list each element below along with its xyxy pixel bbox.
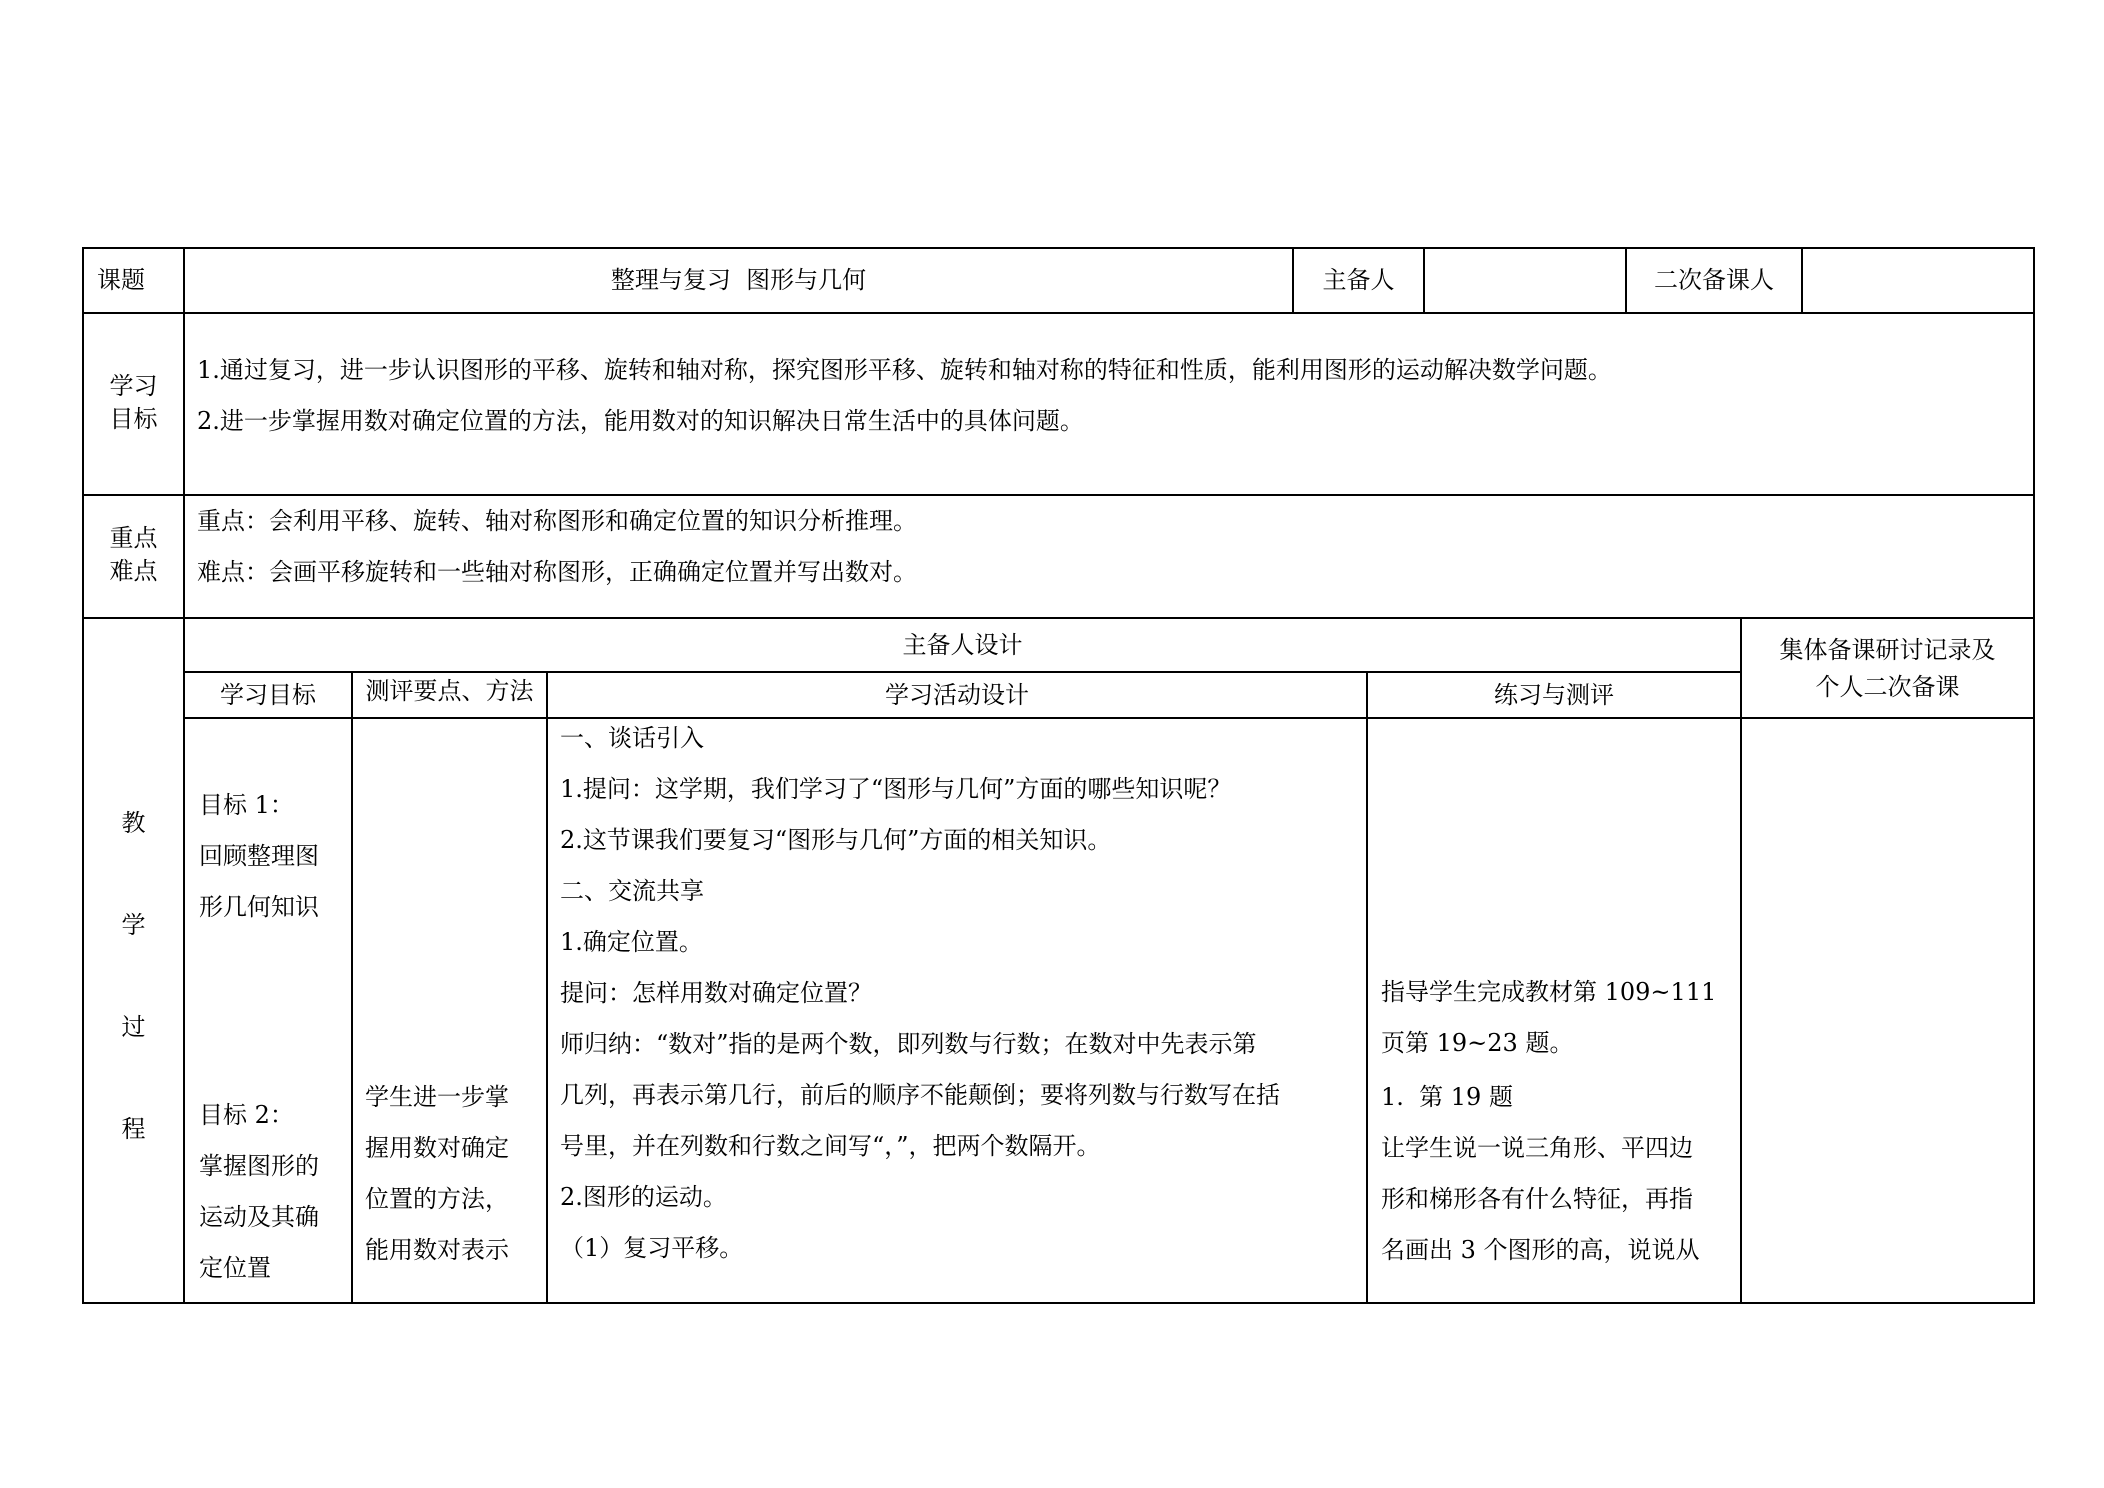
activity-line-10: 2.图形的运动。	[560, 1183, 727, 1211]
goal2-title: 目标 2：	[199, 1101, 294, 1129]
practice-line-1: 指导学生完成教材第 109~111	[1381, 978, 1717, 1006]
goal1-title: 目标 1：	[199, 791, 294, 819]
objectives-label-line2: 目标	[109, 405, 158, 433]
activity-line-11: （1）复习平移。	[560, 1234, 744, 1262]
assessment-line-3: 位置的方法，	[365, 1185, 509, 1213]
objective-item-1: 1.通过复习，进一步认识图形的平移、旋转和轴对称，探究图形平移、旋转和轴对称的特征和性质，能利用图形的运动解决数学问题。	[197, 356, 1612, 384]
main-design-heading: 主备人设计	[902, 631, 1023, 659]
activity-line-3: 2.这节课我们要复习“图形与几何”方面的相关知识。	[560, 826, 1112, 854]
practice-line-5: 形和梯形各有什么特征，再指	[1381, 1185, 1693, 1213]
practice-line-4: 让学生说一说三角形、平四边	[1381, 1134, 1693, 1162]
topic-title: 整理与复习 图形与几何	[610, 266, 867, 294]
goal1-line2: 回顾整理图	[199, 842, 319, 870]
process-label-char-4: 程	[121, 1115, 146, 1143]
practice-line-3: 1. 第 19 题	[1381, 1083, 1513, 1111]
goal2-line4: 定位置	[199, 1254, 271, 1282]
activity-line-4: 二、交流共享	[560, 877, 704, 905]
activity-line-6: 提问：怎样用数对确定位置？	[560, 979, 872, 1007]
second-preparer-label: 二次备课人	[1654, 266, 1774, 294]
process-label-char-1: 教	[121, 809, 146, 837]
process-label-char-3: 过	[121, 1013, 146, 1041]
collective-heading-line1: 集体备课研讨记录及	[1779, 636, 1996, 664]
goal2-line2: 掌握图形的	[199, 1152, 319, 1180]
activity-line-5: 1.确定位置。	[560, 928, 703, 956]
objectives-label-line1: 学习	[109, 372, 158, 400]
topic-label: 课题	[97, 266, 145, 294]
assessment-line-1: 学生进一步掌	[365, 1083, 509, 1111]
goal1-line3: 形几何知识	[199, 893, 319, 921]
assessment-line-4: 能用数对表示	[365, 1236, 509, 1264]
collective-heading-line2: 个人二次备课	[1815, 673, 1960, 701]
keypoints-label-line1: 重点	[109, 524, 158, 552]
difficult-point-text: 难点：会画平移旋转和一些轴对称图形，正确确定位置并写出数对。	[197, 558, 917, 586]
column-header-practice: 练习与测评	[1494, 681, 1614, 709]
process-label-char-2: 学	[121, 911, 146, 939]
assessment-line-2: 握用数对确定	[365, 1134, 509, 1162]
key-point-text: 重点：会利用平移、旋转、轴对称图形和确定位置的知识分析推理。	[197, 507, 917, 535]
practice-line-2: 页第 19~23 题。	[1381, 1029, 1574, 1057]
column-header-goal: 学习目标	[220, 681, 316, 709]
activity-line-2: 1.提问：这学期，我们学习了“图形与几何”方面的哪些知识呢？	[560, 775, 1232, 803]
activity-line-7: 师归纳：“数对”指的是两个数，即列数与行数；在数对中先表示第	[560, 1030, 1257, 1058]
column-header-activity: 学习活动设计	[885, 681, 1029, 709]
goal2-line3: 运动及其确	[199, 1203, 319, 1231]
objective-item-2: 2.进一步掌握用数对确定位置的方法，能用数对的知识解决日常生活中的具体问题。	[197, 407, 1084, 435]
practice-line-6: 名画出 3 个图形的高，说说从	[1381, 1236, 1700, 1264]
main-preparer-label: 主备人	[1322, 266, 1395, 294]
activity-line-1: 一、谈话引入	[560, 724, 704, 752]
keypoints-label-line2: 难点	[109, 557, 158, 585]
activity-line-9: 号里，并在列数和行数之间写“，”，把两个数隔开。	[560, 1132, 1101, 1160]
column-header-assessment: 测评要点、方法	[365, 678, 534, 705]
activity-line-8: 几列，再表示第几行，前后的顺序不能颠倒；要将列数与行数写在括	[560, 1081, 1280, 1109]
